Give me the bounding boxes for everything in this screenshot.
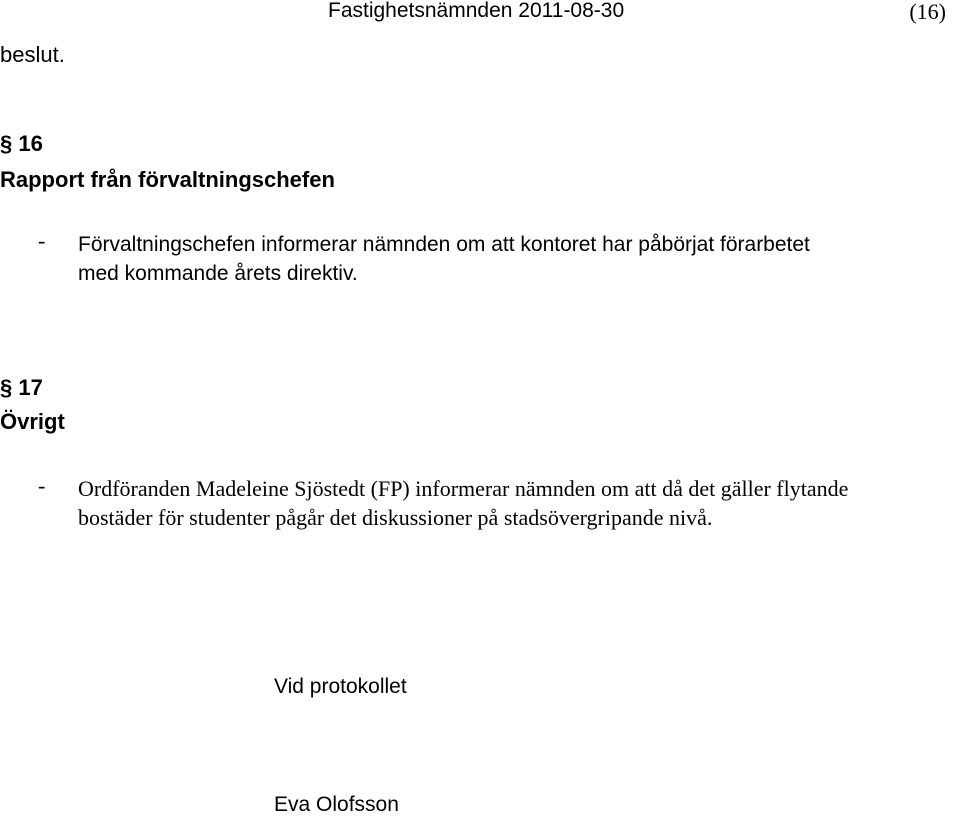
bullet-dash: - bbox=[38, 228, 46, 253]
signature-label: Vid protokollet bbox=[274, 675, 407, 698]
section-heading bbox=[0, 131, 43, 157]
section-heading bbox=[0, 375, 43, 401]
bullet-text: Ordföranden Madeleine Sjöstedt (FP) informerar nämnden om att då det gäller flytande bostäder för studenter pågår det diskussioner på stadsövergripande nivå. bbox=[78, 476, 849, 530]
section-title: Övrigt bbox=[0, 409, 65, 434]
bullet-text: Förvaltningschefen informerar nämnden om att kontoret har påbörjat förarbetet med kommande årets direktiv. bbox=[78, 233, 810, 285]
document-title: Fastighetsnämnden 2011-08-30 bbox=[328, 0, 625, 22]
paragraph-symbol: § bbox=[0, 131, 13, 156]
page-number: (16) bbox=[909, 0, 946, 24]
section-number: 17 bbox=[18, 375, 43, 400]
paragraph-symbol: § bbox=[0, 375, 13, 400]
section-number: 16 bbox=[18, 131, 43, 156]
continued-text: beslut. bbox=[0, 42, 65, 67]
signature-name: Eva Olofsson bbox=[274, 793, 399, 816]
bullet-dash: - bbox=[38, 473, 46, 498]
section-title: Rapport från förvaltningschefen bbox=[0, 167, 335, 192]
